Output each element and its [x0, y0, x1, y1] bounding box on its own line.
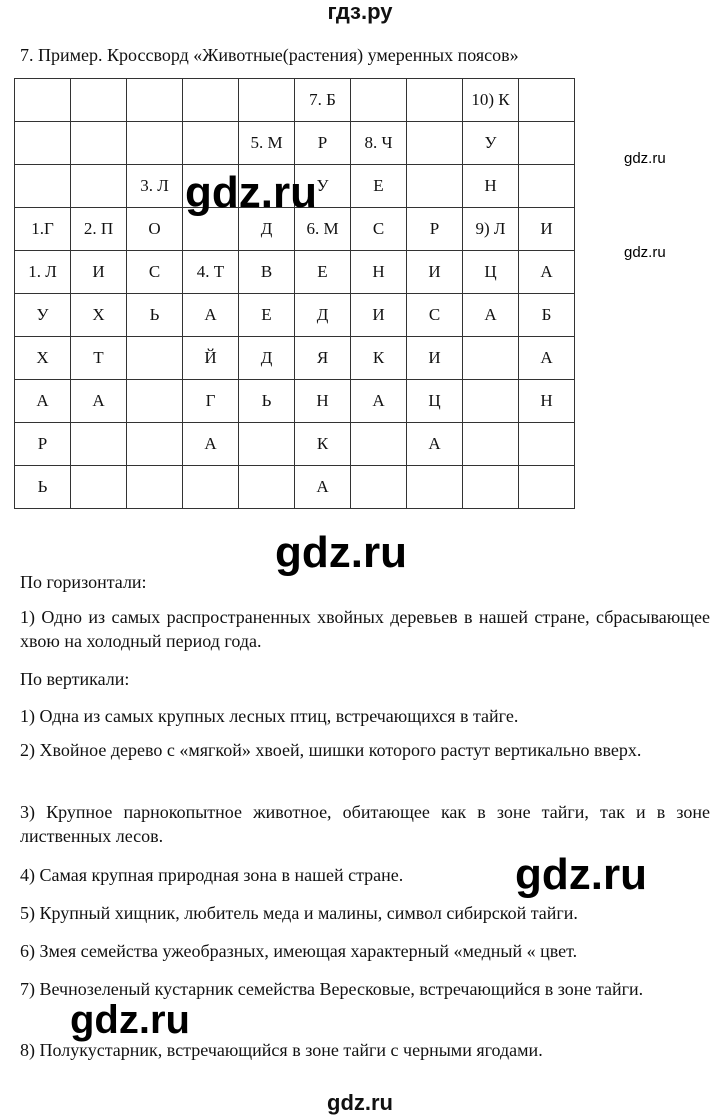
- crossword-cell: Е: [239, 294, 295, 337]
- crossword-cell: 1.Г: [15, 208, 71, 251]
- watermark: gdz.ru: [185, 168, 317, 217]
- crossword-cell: А: [183, 423, 239, 466]
- crossword-cell: Н: [295, 380, 351, 423]
- crossword-row: [15, 380, 575, 423]
- vertical-heading: По вертикали:: [20, 669, 130, 689]
- crossword-cell: [15, 122, 71, 165]
- crossword-cell: Ь: [127, 294, 183, 337]
- crossword-cell: [127, 423, 183, 466]
- crossword-cell: Е: [351, 165, 407, 208]
- crossword-cell: С: [127, 251, 183, 294]
- watermark-small: gdz.ru: [624, 244, 666, 261]
- crossword-row: [15, 251, 575, 294]
- crossword-cell: С: [351, 208, 407, 251]
- crossword-cell: [463, 380, 519, 423]
- crossword-cell: Я: [295, 337, 351, 380]
- crossword-cell: [519, 79, 575, 122]
- crossword-cell: Ц: [407, 380, 463, 423]
- crossword-cell: 9) Л: [463, 208, 519, 251]
- crossword-cell: [407, 466, 463, 509]
- crossword-cell: [15, 79, 71, 122]
- crossword-cell: 10) К: [463, 79, 519, 122]
- crossword-cell: И: [407, 337, 463, 380]
- watermark: gdz.ru: [70, 998, 190, 1042]
- crossword-cell: [463, 466, 519, 509]
- crossword-cell: 6. М: [295, 208, 351, 251]
- crossword-cell: 4. Т: [183, 251, 239, 294]
- crossword-cell: А: [407, 423, 463, 466]
- crossword-cell: [71, 466, 127, 509]
- crossword-cell: Ь: [239, 380, 295, 423]
- crossword-cell: [71, 122, 127, 165]
- crossword-cell: А: [15, 380, 71, 423]
- site-header: гдз.ру: [327, 0, 393, 24]
- crossword-cell: [127, 380, 183, 423]
- crossword-cell: [407, 79, 463, 122]
- crossword-cell: У: [463, 122, 519, 165]
- crossword-cell: 1. Л: [15, 251, 71, 294]
- crossword-cell: [71, 79, 127, 122]
- crossword-cell: Б: [519, 294, 575, 337]
- crossword-row: [15, 79, 575, 122]
- crossword-cell: 8. Ч: [351, 122, 407, 165]
- crossword-cell: Х: [71, 294, 127, 337]
- crossword-cell: Ц: [463, 251, 519, 294]
- crossword-cell: Н: [351, 251, 407, 294]
- crossword-cell: [519, 165, 575, 208]
- crossword-cell: [351, 423, 407, 466]
- crossword-cell: А: [519, 337, 575, 380]
- crossword-cell: В: [239, 251, 295, 294]
- crossword-cell: Н: [519, 380, 575, 423]
- watermark: gdz.ru: [515, 850, 647, 899]
- crossword-cell: [71, 165, 127, 208]
- crossword-cell: [351, 466, 407, 509]
- horizontal-clue: 1) Одно из самых распространенных хвойных деревьев в нашей стране, сбрасывающее хвою на холодный период года.: [20, 607, 710, 651]
- crossword-cell: И: [71, 251, 127, 294]
- crossword-row: [15, 294, 575, 337]
- vertical-clue: 2) Хвойное дерево с «мягкой» хвоей, шишки которого растут вертикально вверх.: [20, 740, 642, 760]
- crossword-cell: [351, 79, 407, 122]
- crossword-cell: 7. Б: [295, 79, 351, 122]
- crossword-cell: У: [15, 294, 71, 337]
- crossword-cell: К: [351, 337, 407, 380]
- crossword-cell: Н: [463, 165, 519, 208]
- crossword-cell: А: [519, 251, 575, 294]
- crossword-cell: 2. П: [71, 208, 127, 251]
- crossword-cell: Р: [15, 423, 71, 466]
- crossword-cell: [519, 466, 575, 509]
- crossword-cell: [183, 122, 239, 165]
- crossword-cell: Х: [15, 337, 71, 380]
- crossword-cell: Р: [295, 122, 351, 165]
- vertical-clue: 5) Крупный хищник, любитель меда и малины, символ сибирской тайги.: [20, 903, 578, 923]
- crossword-cell: К: [295, 423, 351, 466]
- crossword-cell: Й: [183, 337, 239, 380]
- horizontal-heading: По горизонтали:: [20, 572, 147, 592]
- vertical-clue: 6) Змея семейства ужеобразных, имеющая характерный «медный « цвет.: [20, 941, 578, 961]
- crossword-cell: [127, 466, 183, 509]
- crossword-cell: Р: [407, 208, 463, 251]
- crossword-cell: [71, 423, 127, 466]
- vertical-clue: 7) Вечнозеленый кустарник семейства Вересковые, встречающийся в зоне тайги.: [20, 979, 644, 999]
- crossword-cell: [127, 79, 183, 122]
- crossword-cell: И: [351, 294, 407, 337]
- crossword-cell: [127, 337, 183, 380]
- crossword-cell: [127, 122, 183, 165]
- crossword-cell: О: [127, 208, 183, 251]
- site-footer: gdz.ru: [327, 1090, 393, 1115]
- crossword-cell: [15, 165, 71, 208]
- crossword-row: [15, 122, 575, 165]
- crossword-cell: Е: [295, 251, 351, 294]
- crossword-cell: [183, 466, 239, 509]
- crossword-cell: [519, 423, 575, 466]
- crossword-cell: Д: [239, 337, 295, 380]
- crossword-cell: Т: [71, 337, 127, 380]
- crossword-cell: [407, 165, 463, 208]
- crossword-cell: [463, 337, 519, 380]
- crossword-cell: [239, 466, 295, 509]
- crossword-cell: И: [519, 208, 575, 251]
- crossword-cell: Г: [183, 380, 239, 423]
- task-title: 7. Пример. Кроссворд «Животные(растения) умеренных поясов»: [20, 45, 519, 65]
- crossword-cell: С: [407, 294, 463, 337]
- crossword-cell: [183, 79, 239, 122]
- crossword-cell: [239, 79, 295, 122]
- watermark: gdz.ru: [275, 528, 407, 577]
- crossword-row: [15, 337, 575, 380]
- vertical-clue: 8) Полукустарник, встречающийся в зоне тайги с черными ягодами.: [20, 1040, 543, 1060]
- crossword-cell: Д: [239, 208, 295, 251]
- vertical-clue: 3) Крупное парнокопытное животное, обитающее как в зоне тайги, так и в зоне лиственных лесов.: [20, 802, 710, 846]
- crossword-cell: А: [71, 380, 127, 423]
- crossword-cell: 3. Л: [127, 165, 183, 208]
- crossword-cell: [239, 423, 295, 466]
- crossword-cell: Д: [295, 294, 351, 337]
- crossword-cell: [519, 122, 575, 165]
- crossword-cell: У: [295, 165, 351, 208]
- crossword-cell: А: [351, 380, 407, 423]
- watermark-small: gdz.ru: [624, 150, 666, 167]
- crossword-row: [15, 466, 575, 509]
- crossword-cell: А: [183, 294, 239, 337]
- crossword-cell: А: [463, 294, 519, 337]
- crossword-cell: И: [407, 251, 463, 294]
- crossword-cell: Ь: [15, 466, 71, 509]
- vertical-clue: 1) Одна из самых крупных лесных птиц, встречающихся в тайге.: [20, 706, 519, 726]
- crossword-cell: [463, 423, 519, 466]
- crossword-grid: [14, 78, 575, 509]
- crossword-cell: А: [295, 466, 351, 509]
- crossword-row: [15, 423, 575, 466]
- vertical-clue: 4) Самая крупная природная зона в нашей стране.: [20, 865, 404, 885]
- crossword-cell: 5. М: [239, 122, 295, 165]
- crossword-cell: [407, 122, 463, 165]
